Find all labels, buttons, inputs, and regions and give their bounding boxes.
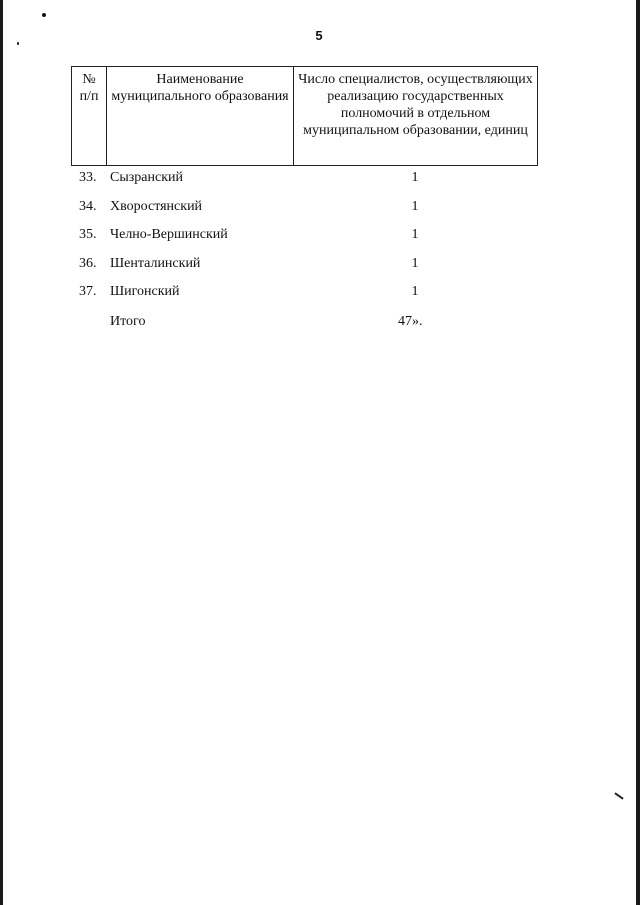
row-name: Сызранский (110, 170, 183, 185)
row-number: 36. (79, 255, 97, 271)
row-count: 1 (411, 255, 419, 271)
table-row (71, 284, 541, 313)
header-count: Число специалистов, осуществляющих реализацию государственных полномочий в отдельном муниципальном образовании, единиц (294, 67, 538, 166)
row-count: 1 (411, 170, 419, 185)
row-name: Шигонский (110, 284, 180, 299)
row-name: Хворостянский (110, 198, 203, 214)
row-number: 37. (79, 284, 97, 299)
header-name: Наименование муниципального образования (107, 67, 294, 166)
scan-mark (614, 792, 623, 799)
table-row (71, 170, 541, 199)
scan-speck (17, 42, 19, 45)
row-name: Челно-Вершинский (110, 227, 228, 242)
row-number: 35. (79, 227, 97, 242)
table-body (71, 170, 541, 313)
page-number: 5 (315, 28, 323, 43)
total-value: 47». (398, 314, 423, 329)
header-number: № п/п (72, 67, 107, 166)
table-row (71, 256, 541, 285)
row-name: Шенталинский (110, 255, 201, 271)
row-number: 34. (79, 198, 97, 214)
row-count: 1 (411, 227, 419, 242)
total-label: Итого (110, 314, 146, 329)
row-count: 1 (411, 198, 419, 214)
table-header (71, 66, 538, 166)
row-count: 1 (411, 284, 419, 299)
table-row (71, 227, 541, 256)
scan-speck (42, 13, 46, 17)
scan-edge-right (636, 0, 640, 905)
row-number: 33. (79, 170, 97, 185)
scan-edge-left (0, 0, 3, 905)
table-row (71, 199, 541, 228)
